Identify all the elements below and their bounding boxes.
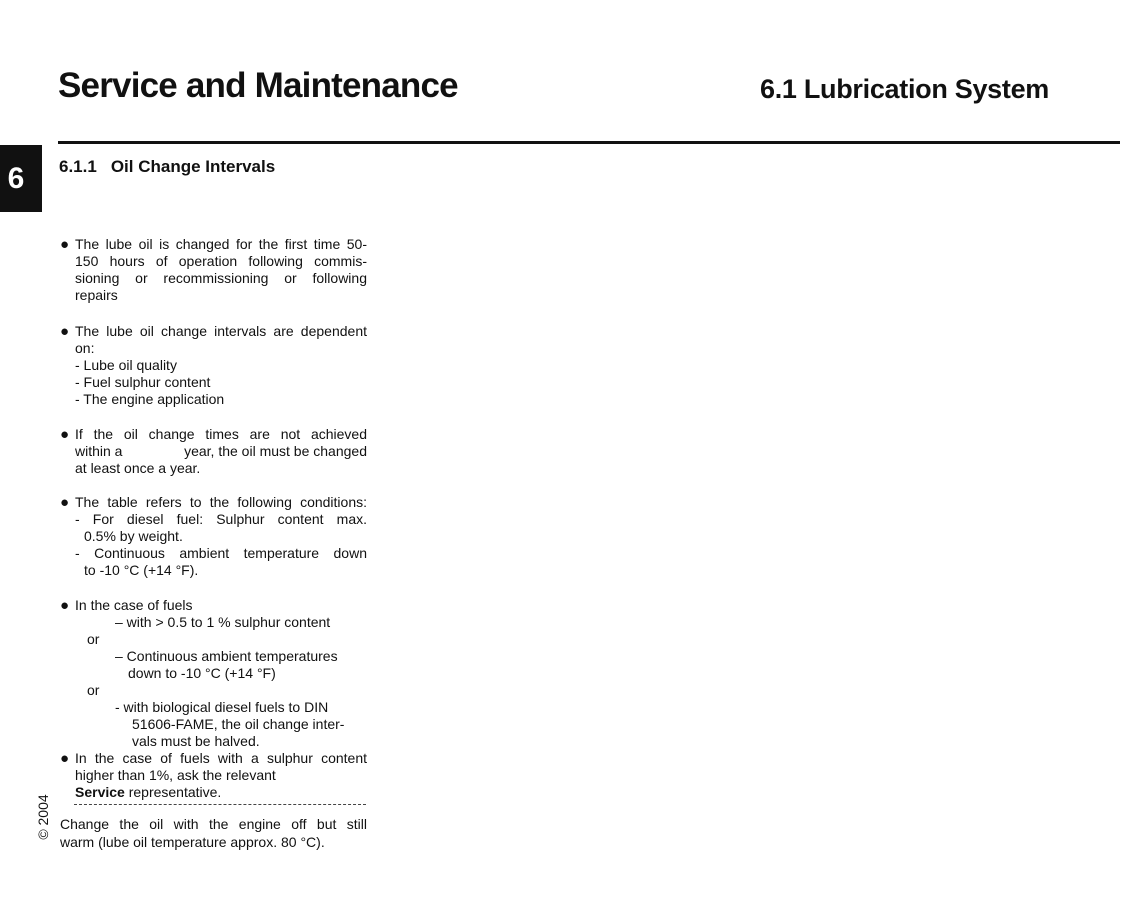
note-line-1: Change the oil with the engine off but still [60,816,367,832]
bullet-icon: ● [60,426,70,443]
bullet-icon: ● [60,323,70,340]
bullet-5-line-5: down to -10 °C (+14 °F) [128,665,276,681]
bullet-3-line-1: If the oil change times are not achieved [75,426,367,442]
bullet-icon: ● [60,236,70,253]
section-number: 6.1.1 [59,157,97,176]
note-line-2: warm (lube oil temperature approx. 80 °C). [60,834,325,850]
dashed-separator [74,804,366,805]
chapter-title: 6.1 Lubrication System [760,74,1049,104]
bullet-2-line-4: - Fuel sulphur content [75,374,211,390]
bullet-5-or-2: or [87,682,100,698]
service-bold: Service [75,784,125,800]
bullet-4-line-2: - For diesel fuel: Sulphur content max. [75,511,367,527]
bullet-5-line-4: – Continuous ambient temperatures [115,648,338,664]
bullet-1-line-4: repairs [75,287,118,303]
blank-gap [122,443,166,460]
bullet-1-line-2: 150 hours of operation following commis- [75,253,367,269]
bullet-icon: ● [60,597,70,614]
bullet-1-line-1: The lube oil is changed for the first time 50- [75,236,367,252]
bullet-5-line-7: - with biological diesel fuels to DIN [115,699,329,715]
bullet-3-line-2-start: within a [75,443,123,459]
header-rule [58,141,1120,144]
bullet-6-line-3-rest: representative. [124,784,222,800]
bullet-2-line-3: - Lube oil quality [75,357,177,373]
section-heading [59,156,275,178]
bullet-6-line-1: In the case of fuels with a sulphur content [75,750,367,766]
bullet-5-line-9: vals must be halved. [132,733,260,749]
bullet-3-line-2-end: year, the oil must be changed [184,443,367,459]
bullet-4-line-4: - Continuous ambient temperature down [75,545,367,561]
copyright-text: © 2004 [35,794,51,840]
bullet-5-line-1: In the case of fuels [75,597,193,613]
bullet-icon: ● [60,750,70,767]
bullet-4-line-5: to -10 °C (+14 °F). [84,562,199,578]
bullet-2-line-5: - The engine application [75,391,225,407]
bullet-2-line-2: on: [75,340,95,356]
bullet-2-line-1: The lube oil change intervals are dependent [75,323,367,339]
bullet-icon: ● [60,494,70,511]
chapter-tab: 6 [0,145,42,212]
bullet-5-line-2: – with > 0.5 to 1 % sulphur content [115,614,331,630]
copyright [26,782,60,852]
bullet-5-or-1: or [87,631,100,647]
bullet-3-line-3: at least once a year. [75,460,201,476]
bullet-4-line-1: The table refers to the following conditions: [75,494,367,510]
bullet-6-line-2: higher than 1%, ask the relevant [75,767,276,783]
bullet-5-line-8: 51606-FAME, the oil change inter- [132,716,345,732]
bullet-4-line-3: 0.5% by weight. [84,528,183,544]
page-title: Service and Maintenance [58,66,458,105]
bullet-6-line-3 [75,784,221,801]
section-title: Oil Change Intervals [110,157,276,176]
bullet-1-line-3: sioning or recommissioning or following [75,270,367,286]
bullet-3-line-2 [75,443,367,460]
